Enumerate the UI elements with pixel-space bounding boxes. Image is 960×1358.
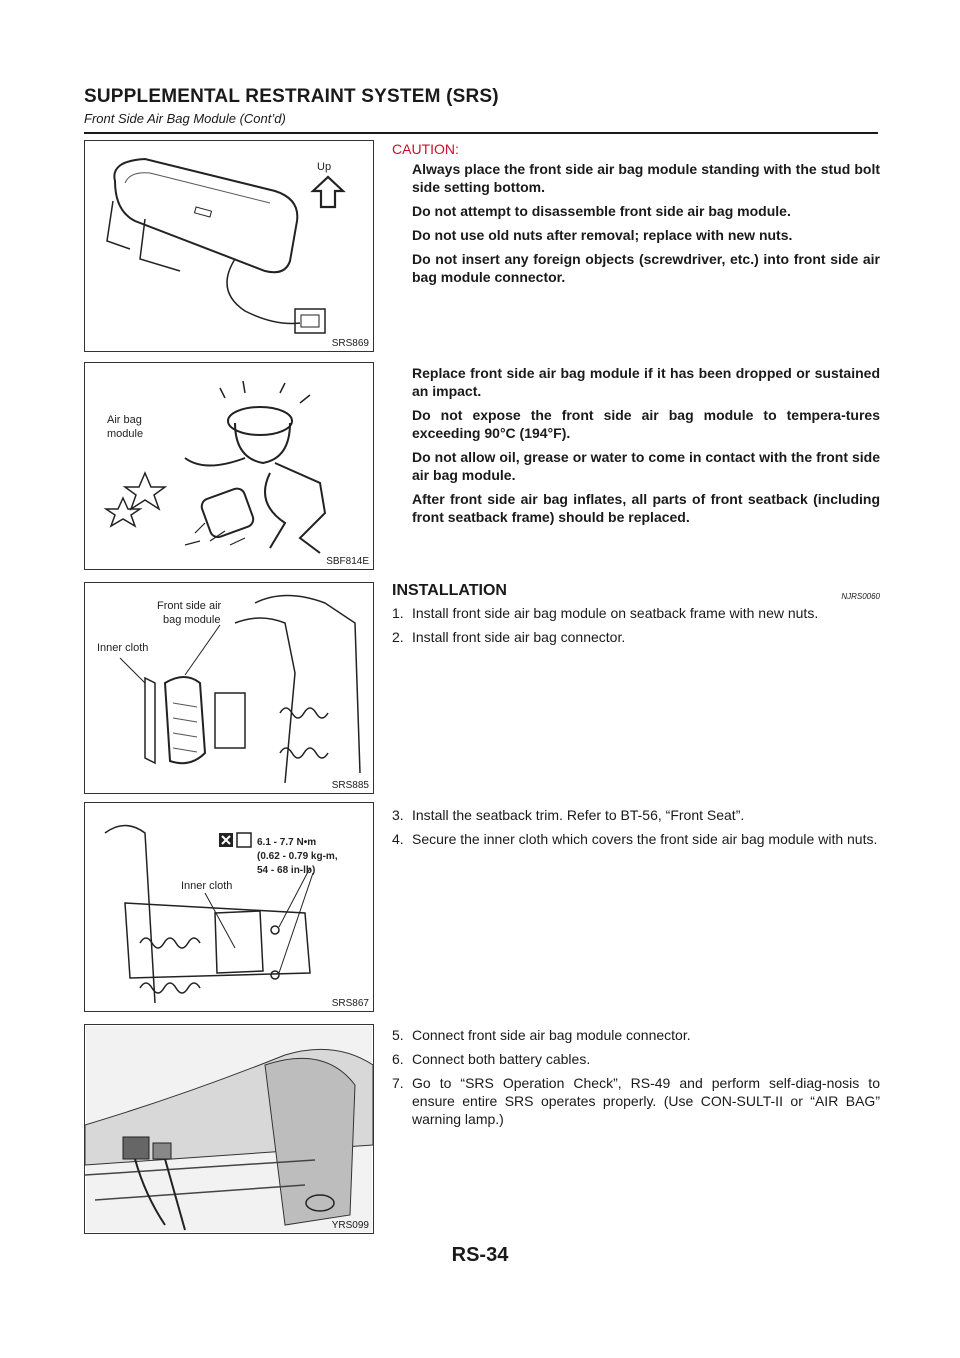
caution-item: Always place the front side air bag module standing with the stud bolt side setting bottom. (412, 161, 880, 195)
step-text: Install front side air bag module on seatback frame with new nuts. (412, 605, 819, 621)
seatback-frame-illustration (85, 583, 373, 793)
step-number: 6. (392, 1051, 404, 1067)
figure-label: Air bag (107, 414, 142, 426)
warning-item: After front side air bag inflates, all parts of front seatback (including front seatback frame) should be replaced. (412, 491, 880, 525)
figure-label: Inner cloth (97, 642, 149, 654)
dropped-airbag-illustration (85, 363, 373, 569)
step-number: 3. (392, 807, 404, 823)
step-text: Go to “SRS Operation Check”, RS-49 and perform self-diag-nosis to ensure entire SRS operates properly. (Use CON-SULT-II or “AIR BAG” warning lamp.) (412, 1075, 880, 1127)
figure-srs867 (84, 802, 374, 1012)
figure-yrs099 (84, 1024, 374, 1234)
installation-steps-c (392, 1026, 880, 1134)
airbag-module-illustration (85, 141, 373, 351)
caution-block (392, 140, 880, 292)
step-text: Install front side air bag connector. (412, 629, 626, 645)
installation-title: INSTALLATION (392, 582, 507, 599)
step-item (392, 806, 880, 824)
step-item (392, 1026, 880, 1044)
page-title: SUPPLEMENTAL RESTRAINT SYSTEM (SRS) (84, 86, 499, 107)
step-number: 7. (392, 1075, 404, 1091)
figure-code: SRS867 (331, 998, 369, 1009)
figure-code: SBF814E (326, 556, 369, 567)
step-item (392, 604, 880, 622)
step-text: Connect front side air bag module connector. (412, 1027, 691, 1043)
step-text: Secure the inner cloth which covers the front side air bag module with nuts. (412, 831, 878, 847)
caution-item: Do not attempt to disassemble front side air bag module. (412, 203, 791, 219)
figure-label: Front side air (157, 600, 222, 612)
warning-item: Replace front side air bag module if it has been dropped or sustained an impact. (412, 365, 880, 399)
torque-value: 6.1 - 7.7 N•m (257, 837, 317, 848)
warning-item: Do not expose the front side air bag module to tempera-tures exceeding 90°C (194°F). (412, 407, 880, 441)
step-item (392, 1074, 880, 1128)
figure-code: YRS099 (331, 1220, 369, 1231)
installation-section (392, 582, 880, 652)
caution-item: Do not use old nuts after removal; replace with new nuts. (412, 227, 793, 243)
header-rule (84, 132, 878, 134)
page-number: RS-34 (451, 1244, 509, 1266)
torque-value-imperial: 54 - 68 in-lb) (257, 865, 316, 876)
section-ref-code: NJRS0060 (841, 592, 880, 601)
torque-value-metric: (0.62 - 0.79 kg-m, (257, 851, 338, 862)
inner-cloth-nuts-illustration (85, 803, 373, 1011)
warning-item: Do not allow oil, grease or water to come in contact with the front side air bag module. (412, 449, 880, 483)
figure-label: Up (317, 161, 332, 173)
step-item (392, 1050, 880, 1068)
figure-label: Inner cloth (181, 880, 233, 892)
figure-code: SRS869 (331, 338, 369, 349)
step-number: 2. (392, 629, 404, 645)
figure-srs885 (84, 582, 374, 794)
step-item (392, 830, 880, 848)
warning-block (392, 364, 880, 532)
step-number: 5. (392, 1027, 404, 1043)
figure-label: bag module (163, 614, 221, 626)
caution-label: CAUTION: (392, 141, 459, 157)
figure-sbf814e (84, 362, 374, 570)
step-text: Connect both battery cables. (412, 1051, 591, 1067)
figure-label: module (107, 428, 144, 440)
step-number: 4. (392, 831, 404, 847)
installation-steps-b (392, 806, 880, 854)
figure-srs869 (84, 140, 374, 352)
figure-code: SRS885 (331, 780, 369, 791)
step-text: Install the seatback trim. Refer to BT-56, “Front Seat”. (412, 807, 745, 823)
page-subtitle: Front Side Air Bag Module (Cont’d) (84, 111, 286, 126)
caution-item: Do not insert any foreign objects (screwdriver, etc.) into front side air bag module connector. (412, 251, 880, 285)
step-number: 1. (392, 605, 404, 621)
section-title (392, 582, 880, 604)
page-header (84, 86, 878, 126)
seat-connector-photo (85, 1025, 373, 1233)
step-item (392, 628, 880, 646)
